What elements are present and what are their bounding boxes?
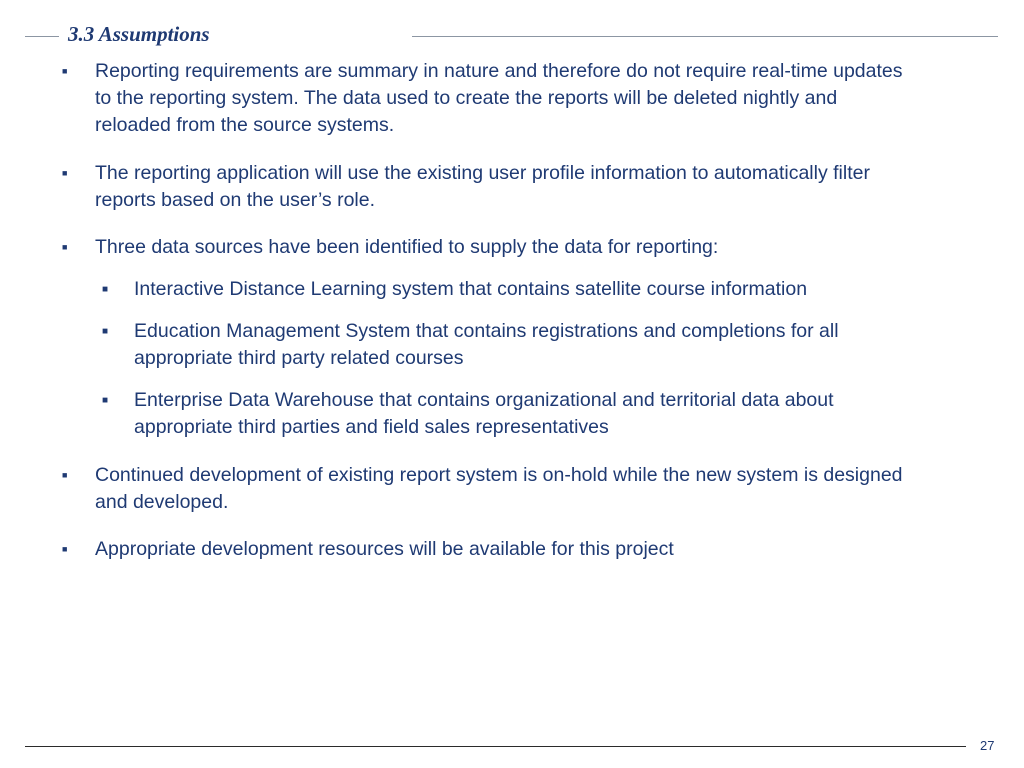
title-rule-left [25,36,59,37]
square-bullet-icon: ■ [102,395,109,406]
bullet-text: Appropriate development resources will be available for this project [95,538,674,560]
bullet-list [58,58,918,583]
list-item [58,462,918,516]
square-bullet-icon: ■ [62,242,68,252]
bullet-text: The reporting application will use the existing user profile information to automatically filter reports based on the user’s role. [95,162,870,211]
list-item [58,536,918,563]
bullet-text: Three data sources have been identified to supply the data for reporting: [95,236,719,258]
page-number: 27 [980,738,995,753]
sub-list-item [58,276,918,303]
square-bullet-icon: ■ [102,326,109,337]
list-item [58,234,918,261]
sub-bullet-text: Education Management System that contains registrations and completions for all appropriate third party related courses [134,320,839,369]
footer-rule [25,746,966,747]
square-bullet-icon: ■ [102,284,109,295]
page-title: 3.3 Assumptions [68,22,210,46]
bullet-text: Reporting requirements are summary in nature and therefore do not require real-time updates to the reporting system. The data used to create the reports will be deleted nightly and reloaded from the source systems. [95,60,903,136]
square-bullet-icon: ■ [62,544,68,554]
sub-bullet-text: Interactive Distance Learning system that contains satellite course information [134,278,808,300]
sub-bullet-text: Enterprise Data Warehouse that contains organizational and territorial data about appropriate third parties and field sales representatives [134,389,834,438]
sub-list-item [58,387,918,441]
sub-list-item [58,318,918,372]
list-item [58,160,918,214]
bullet-text: Continued development of existing report system is on-hold while the new system is designed and developed. [95,464,903,513]
square-bullet-icon: ■ [62,66,68,76]
title-rule-right [412,36,998,37]
square-bullet-icon: ■ [62,168,68,178]
list-item [58,58,918,139]
square-bullet-icon: ■ [62,470,68,480]
